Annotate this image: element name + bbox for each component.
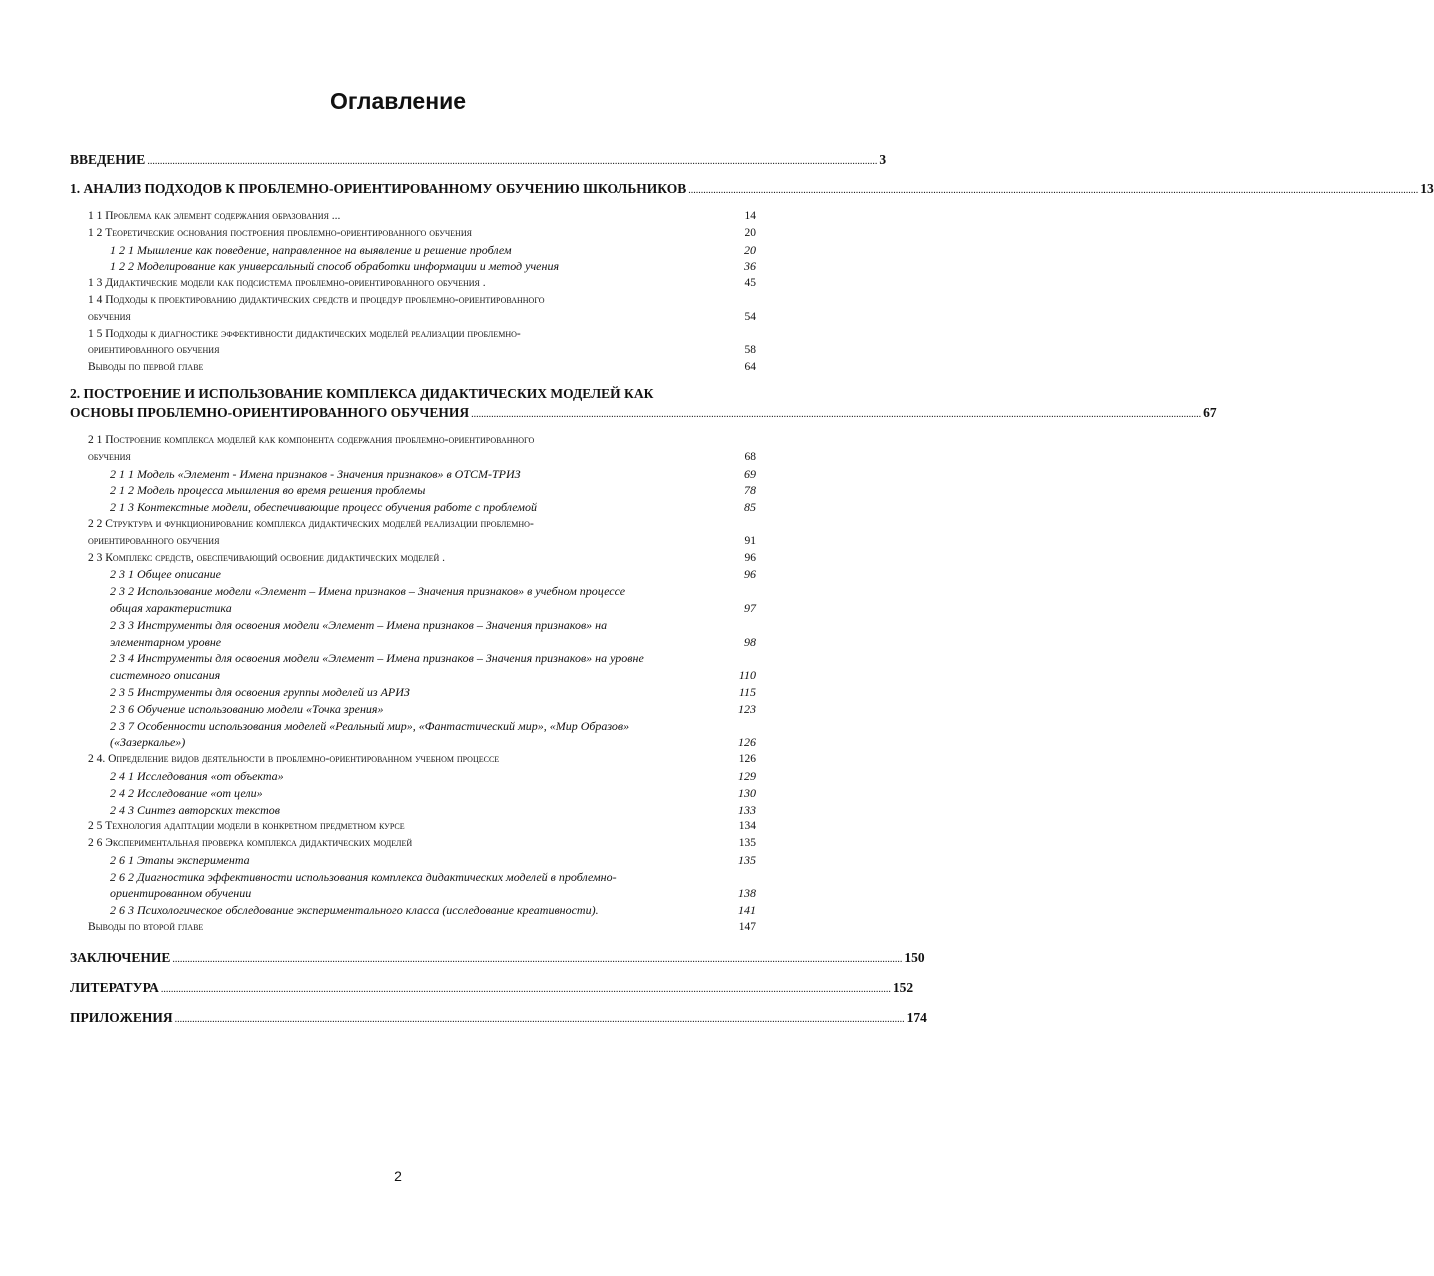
toc-entry-title: 2 4 1 Исследования «от объекта» — [110, 768, 284, 783]
toc-entry-title: 2 3 5 Инструменты для освоения группы моделей из АРИЗ — [110, 684, 410, 699]
toc-entry-page: 20 — [744, 242, 756, 257]
toc-entry-2-5[interactable] — [88, 818, 756, 835]
toc-entry-title: 2 6 Экспериментальная проверка комплекса дидактических моделей — [88, 837, 413, 850]
toc-entry-2-1-3[interactable] — [110, 499, 756, 516]
toc-entry-title: системного описания — [110, 668, 221, 683]
toc-entry-1-2-2[interactable] — [110, 258, 756, 275]
toc-entry-page: 96 — [744, 551, 756, 564]
toc-entry-title: («Зазеркалье») — [110, 735, 186, 750]
toc-entry-page: 36 — [744, 259, 756, 274]
toc-entry-title: 1 3 Дидактические модели как подсистема проблемно-ориентированного обучения . — [88, 277, 486, 290]
toc-entry-page: 3 — [879, 152, 887, 167]
toc-entry-2-2-cont[interactable] — [88, 533, 756, 550]
toc-entry-2-3-2-cont[interactable] — [110, 600, 756, 617]
toc-entry-1-3[interactable] — [88, 275, 756, 292]
toc-entry-2-1-1[interactable] — [110, 466, 756, 483]
toc-entry-page: 68 — [744, 450, 756, 463]
toc-entry-page: 138 — [738, 886, 756, 901]
toc-entry-page: 85 — [744, 500, 756, 515]
toc-entry-1-2-1[interactable] — [110, 242, 756, 259]
toc-entry-page: 110 — [738, 668, 756, 683]
toc-entry-2-3-3-cont[interactable] — [110, 634, 756, 651]
toc-entry-page: 152 — [892, 979, 914, 995]
toc-entry-intro[interactable] — [70, 150, 887, 171]
toc-entry-page: 91 — [744, 534, 756, 547]
toc-entry-title: 1. АНАЛИЗ ПОДХОДОВ К ПРОБЛЕМНО-ОРИЕНТИРОВАННОМУ ОБУЧЕНИЮ ШКОЛЬНИКОВ — [70, 181, 687, 196]
toc-entry-1-conclusions[interactable] — [88, 359, 756, 376]
toc-entry-1-4-cont[interactable] — [88, 309, 756, 326]
toc-entry-title: 2 4 2 Исследование «от цели» — [110, 785, 263, 800]
toc-entry-title: элементарном уровне — [110, 634, 222, 649]
toc-entry-page: 78 — [744, 483, 756, 498]
toc-entry-page: 54 — [744, 310, 756, 323]
toc-entry-title: 2 4. Определение видов деятельности в проблемно-ориентированном учебном процессе — [88, 753, 500, 766]
toc-entry-1-2[interactable] — [88, 225, 756, 242]
toc-entry-title: ориентированного обучения — [88, 344, 220, 357]
toc-entry-title: 2 3 2 Использование модели «Элемент – Имена признаков – Значения признаков» в учебном процессе — [110, 584, 626, 599]
toc-entry-title: 1 2 2 Моделирование как универсальный способ обработки информации и метод учения — [110, 259, 560, 274]
toc-entry-2-3-4-cont[interactable] — [110, 667, 756, 684]
toc-entry-2-3-3[interactable] — [110, 617, 756, 634]
toc-entry-2-4-3[interactable] — [110, 802, 756, 819]
toc-entry-page: 13 — [1420, 181, 1434, 196]
toc-entry-1-1[interactable] — [88, 208, 756, 225]
toc-entry-2-6-2-cont[interactable] — [110, 885, 756, 902]
toc-entry-title: ВВЕДЕНИЕ — [70, 152, 146, 167]
toc-entry-page: 14 — [744, 210, 756, 222]
toc-entry-title: 2. ПОСТРОЕНИЕ И ИСПОЛЬЗОВАНИЕ КОМПЛЕКСА ДИДАКТИЧЕСКИХ МОДЕЛЕЙ КАК — [70, 385, 654, 401]
toc-entry-page: 64 — [744, 361, 756, 374]
toc-entry-page: 129 — [738, 768, 756, 783]
toc-entry-page: 69 — [744, 466, 756, 481]
toc-entry-page: 126 — [738, 753, 756, 766]
toc-entry-2-4-2[interactable] — [110, 785, 756, 802]
toc-entry-2-6-3[interactable] — [110, 902, 756, 919]
toc-entry-title: 2 6 3 Психологическое обследование экспериментального класса (исследование креативности). — [110, 903, 599, 918]
toc-entry-title: 2 1 Построение комплекса моделей как компонента содержания проблемно-ориентированного — [88, 433, 535, 446]
toc-entry-2-3-7-cont[interactable] — [110, 734, 756, 751]
toc-entry-2-6[interactable] — [88, 835, 756, 852]
toc-entry-2-3-7[interactable] — [110, 718, 756, 735]
toc-entry-title: Выводы по первой главе — [88, 361, 204, 374]
toc-entry-page: 45 — [744, 277, 756, 290]
toc-entry-page: 96 — [744, 567, 756, 582]
toc-entry-title: ЛИТЕРАТУРА — [70, 979, 159, 995]
toc-entry-appendices[interactable] — [70, 1008, 927, 1029]
toc-entry-title: 2 3 4 Инструменты для освоения модели «Элемент – Имена признаков – Значения признаков» на уровне — [110, 651, 644, 666]
toc-entry-2-6-2[interactable] — [110, 869, 756, 886]
toc-entry-2-3-6[interactable] — [110, 701, 756, 718]
toc-entry-1-5-cont[interactable] — [88, 342, 756, 359]
toc-entry-2-6-1[interactable] — [110, 852, 756, 869]
toc-entry-title: 1 5 Подходы к диагностике эффективности дидактических моделей реализации проблемно- — [88, 327, 521, 340]
table-of-contents — [70, 150, 1434, 1029]
toc-entry-title: ЗАКЛЮЧЕНИЕ — [70, 949, 171, 965]
toc-entry-title: ПРИЛОЖЕНИЯ — [70, 1009, 173, 1025]
toc-entry-title: 2 3 3 Инструменты для освоения модели «Элемент – Имена признаков – Значения признаков» на — [110, 617, 608, 632]
toc-entry-1-4[interactable] — [88, 292, 756, 309]
toc-entry-title: Выводы по второй главе — [88, 921, 204, 934]
toc-entry-page: 97 — [744, 600, 756, 615]
toc-entry-literature[interactable] — [70, 978, 914, 999]
toc-entry-title: 1 1 Проблема как элемент содержания образования ... — [88, 210, 341, 222]
toc-entry-2-1-2[interactable] — [110, 482, 756, 499]
toc-entry-page: 174 — [906, 1009, 927, 1025]
page-number: 2 — [394, 1168, 402, 1184]
toc-entry-title: 2 3 1 Общее описание — [110, 567, 222, 582]
toc-entry-2-4[interactable] — [88, 751, 756, 768]
toc-entry-title: 2 1 2 Модель процесса мышления во время решения проблемы — [110, 483, 426, 498]
toc-entry-title: 2 4 3 Синтез авторских текстов — [110, 802, 280, 817]
toc-entry-title: 2 2 Структура и функционирование комплекса дидактических моделей реализации проблемно- — [88, 517, 534, 530]
toc-entry-page: 134 — [738, 820, 756, 833]
toc-entry-title: 1 4 Подходы к проектированию дидактических средств и процедур проблемно-ориентированного — [88, 293, 545, 306]
toc-entry-chapter-1[interactable] — [70, 179, 1434, 200]
toc-entry-page: 141 — [738, 903, 756, 918]
toc-entry-page: 126 — [738, 735, 756, 750]
toc-entry-title: обучения — [88, 310, 131, 323]
toc-entry-title: 2 5 Технология адаптации модели в конкретном предметном курсе — [88, 820, 405, 833]
toc-entry-2-3-2[interactable] — [110, 583, 756, 600]
toc-entry-page: 133 — [738, 802, 756, 817]
toc-entry-title: 2 3 Комплекс средств, обеспечивающий освоение дидактических моделей . — [88, 551, 446, 564]
toc-entry-page: 147 — [738, 921, 756, 934]
toc-entry-title: 2 1 3 Контекстные модели, обеспечивающие процесс обучения работе с проблемой — [110, 500, 537, 515]
toc-entry-2-2[interactable] — [88, 516, 756, 533]
toc-entry-1-5[interactable] — [88, 326, 756, 343]
toc-entry-title: 1 2 Теоретические основания построения проблемно-ориентированного обучения — [88, 226, 472, 239]
toc-entry-title: 1 2 1 Мышление как поведение, направленное на выявление и решение проблем — [110, 242, 512, 257]
toc-entry-page: 58 — [744, 344, 756, 357]
toc-entry-title: 2 3 6 Обучение использованию модели «Точка зрения» — [110, 701, 384, 716]
toc-entry-title: 2 1 1 Модель «Элемент - Имена признаков - Значения признаков» в ОТСМ-ТРИЗ — [110, 466, 521, 481]
toc-entry-2-1[interactable] — [88, 432, 756, 449]
page-title: Оглавление — [329, 88, 467, 114]
toc-entry-chapter-2[interactable] — [70, 384, 756, 403]
toc-entry-2-4-1[interactable] — [110, 768, 756, 785]
toc-entry-2-3-1[interactable] — [110, 566, 756, 583]
toc-entry-2-3-5[interactable] — [110, 684, 756, 701]
toc-entry-conclusion[interactable] — [70, 948, 925, 969]
toc-entry-page: 150 — [904, 949, 925, 965]
toc-entry-title: ориентированном обучении — [110, 886, 252, 901]
toc-entry-page: 135 — [738, 837, 756, 850]
toc-entry-2-1-cont[interactable] — [88, 449, 756, 466]
toc-entry-chapter-2-cont[interactable] — [70, 403, 1217, 424]
toc-entry-title: ориентированного обучения — [88, 534, 220, 547]
toc-entry-page: 20 — [744, 226, 756, 239]
toc-entry-2-conclusions[interactable] — [88, 919, 756, 936]
toc-entry-title: 2 3 7 Особенности использования моделей «Реальный мир», «Фантастический мир», «Мир Образов» — [110, 718, 630, 733]
toc-entry-page: 135 — [738, 852, 756, 867]
toc-entry-page: 115 — [738, 684, 756, 699]
toc-entry-page: 123 — [738, 701, 756, 716]
toc-entry-2-3[interactable] — [88, 550, 756, 567]
toc-entry-title: 2 6 1 Этапы эксперимента — [110, 852, 250, 867]
toc-entry-2-3-4[interactable] — [110, 650, 756, 667]
toc-entry-title: 2 6 2 Диагностика эффективности использования комплекса дидактических моделей в проблемно- — [110, 869, 617, 884]
toc-entry-page: 67 — [1203, 404, 1217, 420]
toc-entry-title: ОСНОВЫ ПРОБЛЕМНО-ОРИЕНТИРОВАННОГО ОБУЧЕНИЯ — [70, 404, 470, 420]
toc-entry-title: обучения — [88, 450, 131, 463]
toc-entry-page: 98 — [744, 634, 756, 649]
toc-entry-page: 130 — [738, 785, 756, 800]
toc-entry-title: общая характеристика — [110, 600, 232, 615]
